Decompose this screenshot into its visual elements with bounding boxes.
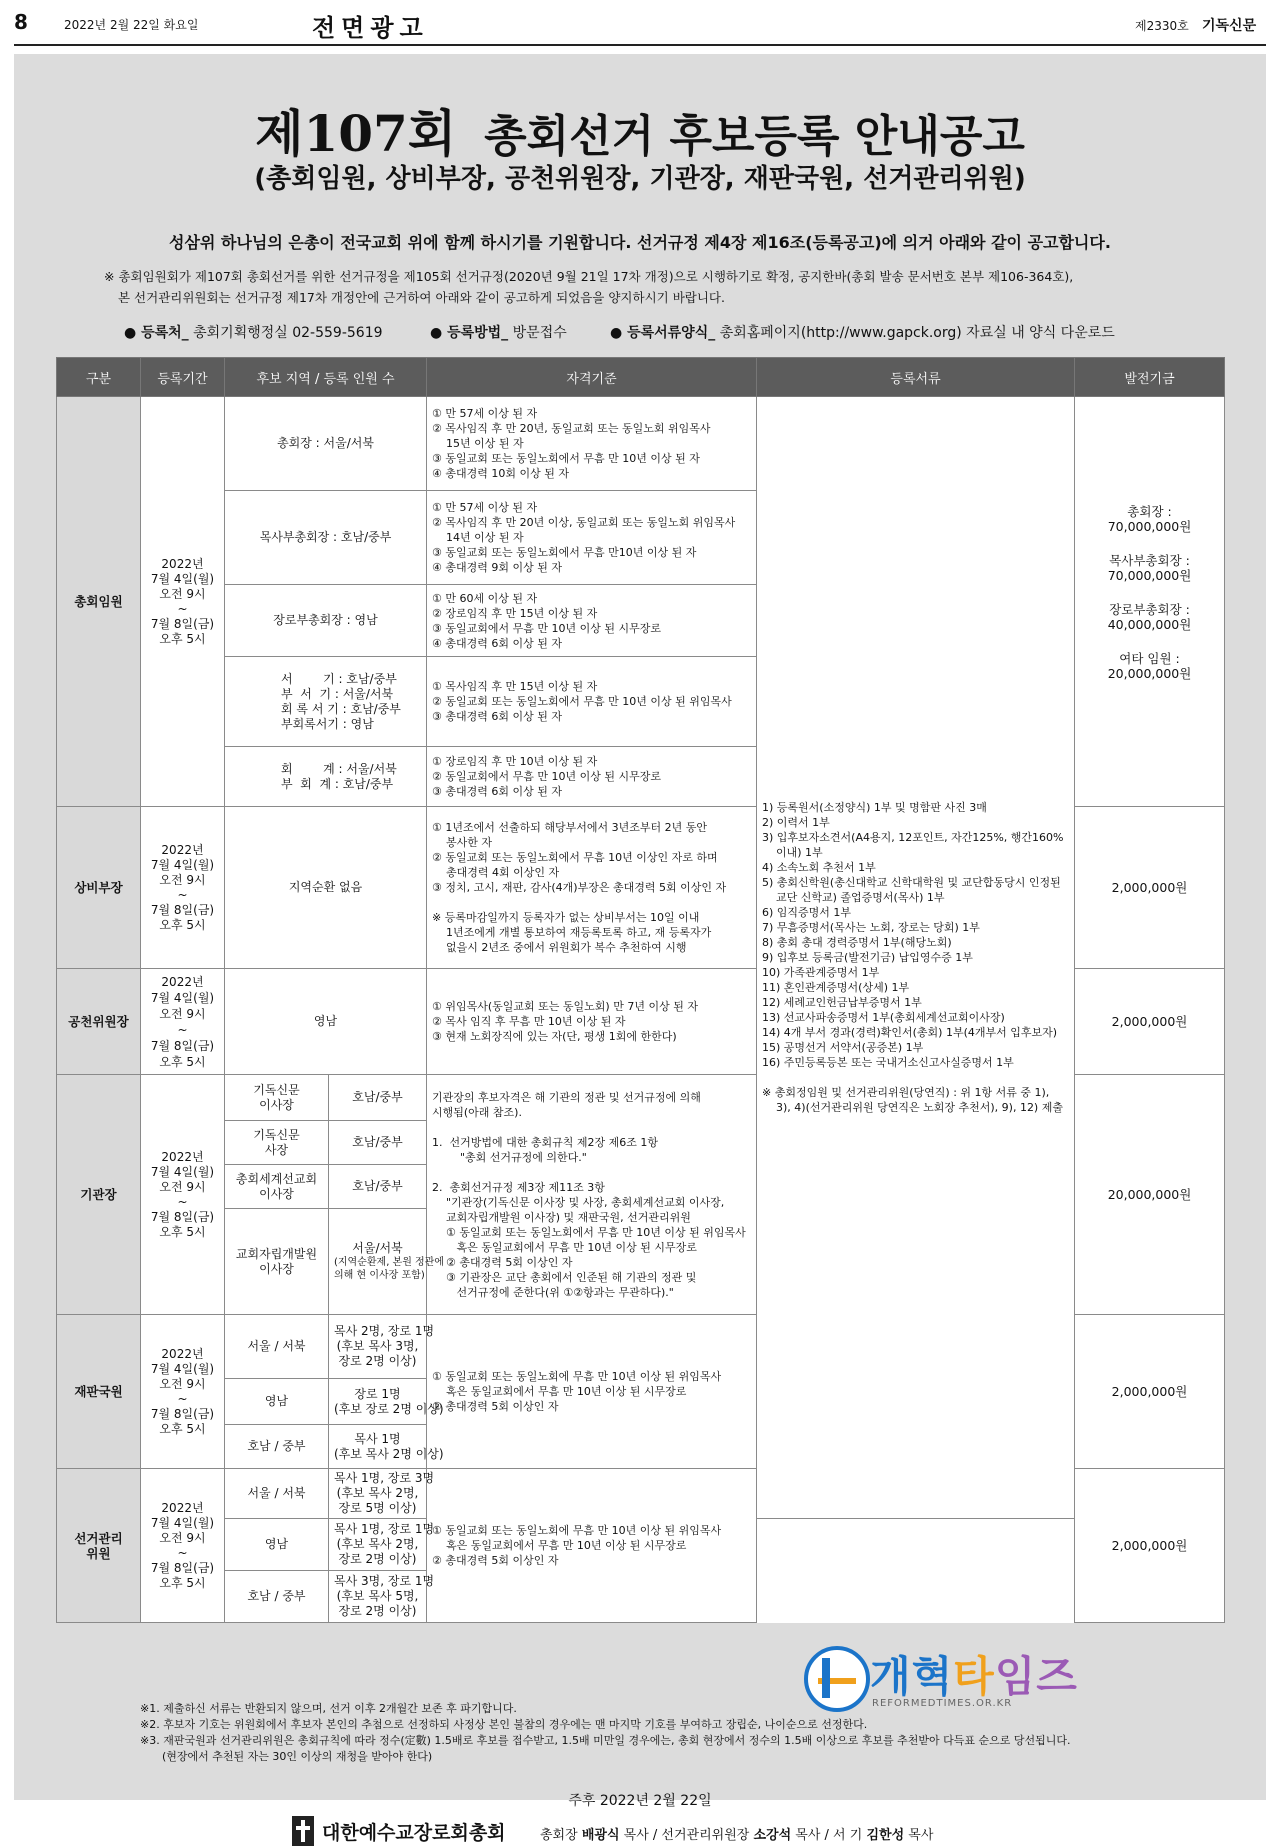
institution-region-cell (329, 1209, 445, 1315)
period-standing: 2022년 7월 4일(월) 오전 9시 ~ 7월 8일(금) 오후 5시 (141, 807, 225, 969)
header-category: 구분 (57, 358, 141, 397)
criteria-treasurers: ① 장로임직 후 만 10년 이상 된 자 ② 동일교회에서 무흠 만 10년 이상 된 시무장로 ③ 총대경력 6회 이상 된 자 (427, 747, 757, 807)
category-standing: 상비부장 (57, 807, 141, 969)
logo-word-1: 개혁 (870, 1652, 954, 1701)
ad-subtitle: (총회임원, 상비부장, 공천위원장, 기관장, 재판국원, 선거관리위원) (254, 164, 1026, 194)
fund-block (1080, 504, 1219, 534)
fund-standing: 2,000,000원 (1075, 807, 1225, 969)
header-region: 후보 지역 / 등록 인원 수 (225, 358, 427, 397)
institution-name: 기독신문 사장 (225, 1121, 329, 1165)
period-election: 2022년 7월 4일(월) 오전 9시 ~ 7월 8일(금) 오후 5시 (141, 1469, 225, 1623)
issue-number: 제2330호 (1135, 19, 1189, 33)
logo-word-2: 타 (953, 1652, 995, 1701)
criteria-nomination: ① 위임목사(동일교회 또는 동일노회) 만 7년 이상 된 자 ② 목사 임직 후 무흠 만 10년 이상 된 자 ③ 현재 노회장직에 있는 자(단, 평생 1회에 한한다) (427, 969, 757, 1075)
logo-wordmark (870, 1644, 1078, 1704)
institution-region: 호남/중부 (329, 1165, 427, 1209)
reg-method-label: ● 등록방법_ (430, 325, 509, 341)
criteria-institution: 기관장의 후보자격은 해 기관의 정관 및 선거규정에 의해 시행됨(아래 참조). 1. 선거방법에 대한 총회규칙 제2장 제6조 1항 "총회 선거규정에 의한다." 2. 총회선거규정 제3장 제11조 3항 "기관장(기독신문 이사장 및 사장, 총회세계선교회 이사장, 교회자립개발원 이사장) 및 재판국원, 선거관리위원 ① 동일교회 또는 동일노회에서 무흠 만 10년 이상 된 위임목사 혹은 동일교회에서 무흠 만 10년 이상 된 시무장로 ② 총대경력 5회 이상인 자 ③ 기관장은 교단 총회에서 인준된 해 기관의 정관 및 선거규정에 준한다(위 ①②항과는 무관하다)." (427, 1075, 757, 1315)
header-fund: 발전기금 (1075, 358, 1225, 397)
fund-officers (1075, 397, 1225, 807)
election-count: 목사 3명, 장로 1명 (후보 목사 5명, 장로 2명 이상) (329, 1571, 427, 1623)
title-main: 총회선거 후보등록 안내공고 (484, 111, 1025, 162)
signature-line (14, 1814, 1266, 1846)
court-count: 목사 2명, 장로 1명 (후보 목사 3명, 장로 2명 이상) (329, 1315, 427, 1379)
region-vice-moderator-pastor: 목사부총회장 : 호남/중부 (225, 491, 427, 585)
registration-info (14, 322, 1266, 346)
header-criteria: 자격기준 (427, 358, 757, 397)
reg-place (124, 322, 383, 342)
reg-form-value: 총회홈페이지(http://www.gapck.org) 자료실 내 양식 다운로드 (719, 325, 1115, 341)
region-treasurers: 회 계 : 서울/서북 부 회 계 : 호남/중부 (225, 747, 427, 807)
criteria-clerks: ① 목사임직 후 만 15년 이상 된 자 ② 동일교회 또는 동일노회에서 무흠 만 10년 이상 된 위임목사 ③ 총대경력 6회 이상 된 자 (427, 657, 757, 747)
sig-name: 김한성 (866, 1828, 905, 1843)
header-documents: 등록서류 (757, 358, 1075, 397)
page-number: 8 (14, 10, 28, 34)
institution-note: (지역순환제, 본원 정관에 의해 현 이사장 포함) (334, 1257, 445, 1281)
election-region: 서울 / 서북 (225, 1469, 329, 1519)
election-region: 호남 / 중부 (225, 1571, 329, 1623)
logo-url: REFORMEDTIMES.OR.KR (872, 1698, 1013, 1709)
fund-institution: 20,000,000원 (1075, 1075, 1225, 1315)
period-officers: 2022년 7월 4일(월) 오전 9시 ~ 7월 8일(금) 오후 5시 (141, 397, 225, 807)
table-header-row (57, 358, 1225, 397)
institution-region: 서울/서북 (352, 1241, 403, 1255)
period-nomination: 2022년 7월 4일(월) 오전 9시 ~ 7월 8일(금) 오후 5시 (141, 969, 225, 1075)
advertisement (14, 54, 1266, 1844)
court-region: 영남 (225, 1379, 329, 1425)
court-count: 장로 1명 (후보 장로 2명 이상) (329, 1379, 427, 1425)
court-count: 목사 1명 (후보 목사 2명 이상) (329, 1425, 427, 1469)
footnote-1: ※1. 제출하신 서류는 반환되지 않으며, 선거 이후 2개월간 보존 후 파기합니다. (140, 1702, 517, 1715)
fund-label: 총회장 : (1127, 503, 1172, 519)
criteria-standing: ① 1년조에서 선출하되 해당부서에서 3년조부터 2년 동안 봉사한 자 ② 동일교회 또는 동일노회에서 무흠 10년 이상인 자로 하며 총대경력 4회 이상인 자 ③ 정치, 고시, 재판, 감사(4개)부장은 총대경력 5회 이상인 자 ※ 등록마감일까지 등록자가 없는 상비부서는 10일 이내 1년조에게 개별 통보하여 재등록토록 하고, 재 등록자가 없을시 2년조 중에서 위원회가 복수 추천하여 시행 (427, 807, 757, 969)
criteria-moderator: ① 만 57세 이상 된 자 ② 목사임직 후 만 20년, 동일교회 또는 동일노회 위임목사 15년 이상 된 자 ③ 동일교회 또는 동일노회에서 무흠 만 10년 이상 된 자 ④ 총대경력 10회 이상 된 자 (427, 397, 757, 491)
institution-name: 교회자립개발원 이사장 (225, 1209, 329, 1315)
category-nomination: 공천위원장 (57, 969, 141, 1075)
reg-place-label: ● 등록처_ (124, 325, 189, 341)
fund-court: 2,000,000원 (1075, 1315, 1225, 1469)
section-title: 전면광고 (312, 13, 429, 42)
fund-value: 70,000,000원 (1107, 518, 1192, 534)
category-officers: 총회임원 (57, 397, 141, 807)
fund-nomination: 2,000,000원 (1075, 969, 1225, 1075)
reg-form (610, 322, 1115, 342)
period-institution: 2022년 7월 4일(월) 오전 9시 ~ 7월 8일(금) 오후 5시 (141, 1075, 225, 1315)
title-prefix: 제107회 (255, 104, 457, 163)
logo-word-3: 임즈 (994, 1652, 1078, 1701)
fund-value: 20,000,000원 (1107, 665, 1192, 681)
required-documents: 1) 등록원서(소정양식) 1부 및 명함판 사진 3매 2) 이력서 1부 3) 입후보자소견서(A4용지, 12포인트, 자간125%, 행간160% 이내) 1부 4) 소속노회 추천서 1부 5) 총회신학원(총신대학교 신학대학원 및 교단합동당시 인정된 교단 신학교) 졸업증명서(목사) 1부 6) 임직증명서 1부 7) 무흠증명서(목사는 노회, 장로는 당회) 1부 8) 총회 총대 경력증명서 1부(해당노회) 9) 입후보 등록금(발전기금) 납입영수증 1부 10) 가족관계증명서 1부 11) 혼인관계증명서(상세) 1부 12) 세례교인헌금납부증명서 1부 13) 선교사파송증명서 1부(총회세계선교회이사장) 14) 4개 부서 경과(경력)확인서(총회) 1부(4개부서 입후보자) 15) 공명선거 서약서(공증본) 1부 16) 주민등록등본 또는 국내거소신고사실증명서 1부 ※ 총회정임원 및 선거관리위원(당연직) : 위 1항 서류 중 1), 3), 4)(선거관리위원 당연직은 노회장 추천서), 9), 12) 제출 (757, 397, 1075, 1519)
cross-icon (292, 1816, 314, 1846)
footnote-3: ※3. 재판국원과 선거관리위원은 총회규칙에 따라 정수(定數) 1.5배로 후보를 접수받고, 1.5배 미만일 경우에는, 총회 현장에서 정수의 1.5배 이상으로 후보를 추천받아 다득표 순으로 당선됩니다. (140, 1734, 1071, 1747)
institution-name: 기독신문 이사장 (225, 1075, 329, 1121)
sig-name: 배광식 (581, 1828, 620, 1843)
reg-method (430, 322, 567, 342)
sig-name: 소강석 (753, 1828, 792, 1843)
table-row (57, 397, 1225, 491)
page-header (0, 0, 1280, 44)
criteria-court: ① 동일교회 또는 동일노회에 무흠 만 10년 이상 된 위임목사 혹은 동일교회에서 무흠 만 10년 이상 된 시무장로 ② 총대경력 5회 이상인 자 (427, 1315, 757, 1469)
category-institution: 기관장 (57, 1075, 141, 1315)
court-region: 서울 / 서북 (225, 1315, 329, 1379)
ad-title (14, 94, 1266, 166)
sig-title: 목사 (908, 1828, 934, 1843)
footnote-3-note: (현장에서 추천된 자는 30인 이상의 재청을 받아야 한다) (162, 1750, 433, 1763)
organization-name: 대한예수교장로회총회 (322, 1822, 506, 1844)
publication-date: 주후 2022년 2월 22일 (568, 1793, 712, 1809)
category-court: 재판국원 (57, 1315, 141, 1469)
fund-value: 40,000,000원 (1107, 616, 1192, 632)
period-court: 2022년 7월 4일(월) 오전 9시 ~ 7월 8일(금) 오후 5시 (141, 1315, 225, 1469)
election-count: 목사 1명, 장로 3명 (후보 목사 2명, 장로 5명 이상) (329, 1469, 427, 1519)
reg-method-value: 방문접수 (512, 325, 567, 341)
criteria-election: ① 동일교회 또는 동일노회에 무흠 만 10년 이상 된 위임목사 혹은 동일교회에서 무흠 만 10년 이상 된 시무장로 ② 총대경력 5회 이상인 자 (427, 1469, 757, 1623)
institution-region: 호남/중부 (329, 1121, 427, 1165)
notice-line-1: ※ 총회임원회가 제107회 총회선거를 위한 선거규정을 제105회 선거규정(2020년 9월 21일 17차 개정)으로 시행하기로 확정, 공지한바(총회 발송 문서번호 본부 제106-364호), (104, 269, 1074, 284)
greeting: 성삼위 하나님의 은총이 전국교회 위에 함께 하시기를 기원합니다. 선거규정 제4장 제16조(등록공고)에 의거 아래와 같이 공고합니다. (169, 233, 1111, 252)
notice-line-2: 본 선거관리위원회는 선거규정 제17차 개정안에 근거하여 아래와 같이 공고하게 되었음을 양지하시기 바랍니다. (118, 290, 725, 305)
court-region: 호남 / 중부 (225, 1425, 329, 1469)
election-region: 영남 (225, 1519, 329, 1571)
issue-date: 2022년 2월 22일 화요일 (64, 18, 199, 32)
region-standing: 지역순환 없음 (225, 807, 427, 969)
fund-block (1080, 602, 1219, 632)
region-clerks: 서 기 : 호남/중부 부 서 기 : 서울/서북 회 록 서 기 : 호남/중부 부회록서기 : 영남 (225, 657, 427, 747)
category-election: 선거관리 위원 (57, 1469, 141, 1623)
region-moderator: 총회장 : 서울/서북 (225, 397, 427, 491)
institution-region: 호남/중부 (329, 1075, 427, 1121)
notice (104, 266, 1204, 308)
reg-place-value: 총회기획행정실 02-559-5619 (193, 325, 383, 341)
criteria-vice-moderator-pastor: ① 만 57세 이상 된 자 ② 목사임직 후 만 20년 이상, 동일교회 또는 동일노회 위임목사 14년 이상 된 자 ③ 동일교회 또는 동일노회에서 무흠 만10년 이상 된 자 ④ 총대경력 9회 이상 된 자 (427, 491, 757, 585)
registration-table (56, 357, 1225, 1623)
region-nomination: 영남 (225, 969, 427, 1075)
footnotes (140, 1701, 1240, 1765)
footnote-2: ※2. 후보자 기호는 위원회에서 후보자 본인의 추첨으로 선정하되 사정상 본인 불참의 경우에는 맨 마지막 기호를 부여하고 장립순, 나이순으로 선정한다. (140, 1718, 868, 1731)
sig-title: 목사 / 서 기 (795, 1828, 863, 1843)
signatories (540, 1824, 933, 1843)
header-period: 등록기간 (141, 358, 225, 397)
election-count: 목사 1명, 장로 1명 (후보 목사 2명, 장로 2명 이상) (329, 1519, 427, 1571)
fund-block (1080, 553, 1219, 583)
fund-label: 여타 임원 : (1119, 650, 1180, 666)
fund-label: 목사부총회장 : (1109, 552, 1190, 568)
fund-block (1080, 651, 1219, 681)
header-rule (14, 44, 1266, 46)
fund-label: 장로부총회장 : (1109, 601, 1190, 617)
sig-title: 총회장 (540, 1828, 578, 1843)
criteria-vice-moderator-elder: ① 만 60세 이상 된 자 ② 장로임직 후 만 15년 이상 된 자 ③ 동일교회에서 무흠 만 10년 이상 된 시무장로 ④ 총대경력 6회 이상 된 자 (427, 585, 757, 657)
sig-title: 목사 / 선거관리위원장 (623, 1828, 750, 1843)
newspaper-name: 기독신문 (1202, 18, 1257, 34)
reg-form-label: ● 등록서류양식_ (610, 325, 716, 341)
region-vice-moderator-elder: 장로부총회장 : 영남 (225, 585, 427, 657)
fund-value: 70,000,000원 (1107, 567, 1192, 583)
institution-name: 총회세계선교회 이사장 (225, 1165, 329, 1209)
fund-election: 2,000,000원 (1075, 1469, 1225, 1623)
